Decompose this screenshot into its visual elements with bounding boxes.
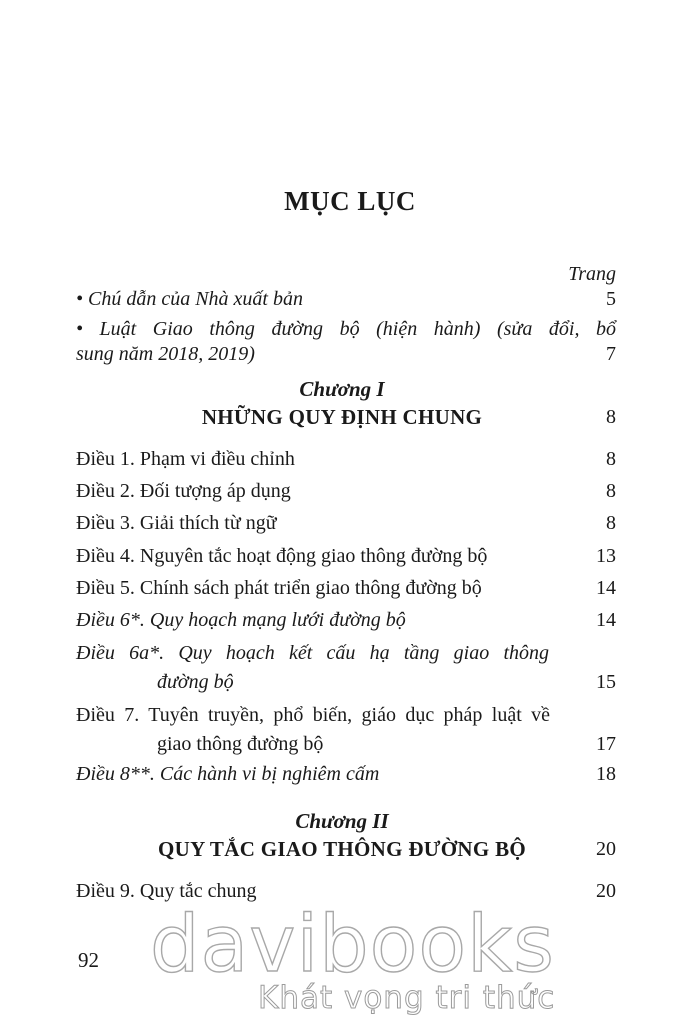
toc-entry-line2: giao thông đường bộ	[157, 733, 324, 755]
toc-entry: Điều 6*. Quy hoạch mạng lưới đường bộ	[76, 609, 406, 631]
toc-page-number: 18	[596, 763, 616, 785]
toc-entry: Điều 9. Quy tắc chung	[76, 880, 257, 902]
toc-page-number: 8	[606, 406, 616, 428]
toc-entry-line2: đường bộ	[157, 671, 234, 693]
page-title: MỤC LỤC	[284, 186, 416, 216]
toc-entry-line1: Điều 7. Tuyên truyền, phổ biến, giáo dục pháp luật về	[76, 704, 550, 726]
toc-page-number: 8	[606, 512, 616, 534]
toc-page-number: 20	[596, 838, 616, 860]
toc-entry: Điều 4. Nguyên tắc hoạt động giao thông đường bộ	[76, 545, 488, 567]
toc-entry: Điều 3. Giải thích từ ngữ	[76, 512, 277, 534]
toc-page-number: 8	[606, 448, 616, 470]
page-number: 92	[78, 948, 99, 972]
toc-entry: Điều 2. Đối tượng áp dụng	[76, 480, 291, 502]
toc-entry: Điều 5. Chính sách phát triển giao thông đường bộ	[76, 577, 482, 599]
toc-page-number: 14	[596, 609, 616, 631]
chapter-title: QUY TẮC GIAO THÔNG ĐƯỜNG BỘ	[157, 837, 527, 861]
toc-page-number: 15	[596, 671, 616, 693]
toc-entry: Điều 1. Phạm vi điều chỉnh	[76, 448, 295, 470]
chapter-label: Chương II	[295, 809, 389, 833]
toc-page-number: 14	[596, 577, 616, 599]
toc-entry-publisher-note: • Chú dẫn của Nhà xuất bản	[76, 288, 303, 310]
watermark-brand: davibooks	[150, 900, 555, 990]
toc-page-number: 7	[606, 343, 616, 365]
toc-page-number: 20	[596, 880, 616, 902]
toc-page-number: 13	[596, 545, 616, 567]
toc-page-number: 5	[606, 288, 616, 310]
page-column-header: Trang	[568, 263, 616, 285]
watermark-slogan: Khát vọng tri thức	[258, 980, 556, 1016]
chapter-label: Chương I	[299, 377, 385, 401]
toc-entry-law-line2: sung năm 2018, 2019)	[76, 343, 255, 365]
toc-entry-line1: Điều 6a*. Quy hoạch kết cấu hạ tầng giao thông	[76, 642, 549, 664]
chapter-title: NHỮNG QUY ĐỊNH CHUNG	[201, 405, 483, 429]
toc-page-number: 17	[596, 733, 616, 755]
toc-entry: Điều 8**. Các hành vi bị nghiêm cấm	[76, 763, 380, 785]
toc-entry-law-line1: • Luật Giao thông đường bộ (hiện hành) (sửa đổi, bổ	[76, 318, 616, 340]
toc-page-number: 8	[606, 480, 616, 502]
